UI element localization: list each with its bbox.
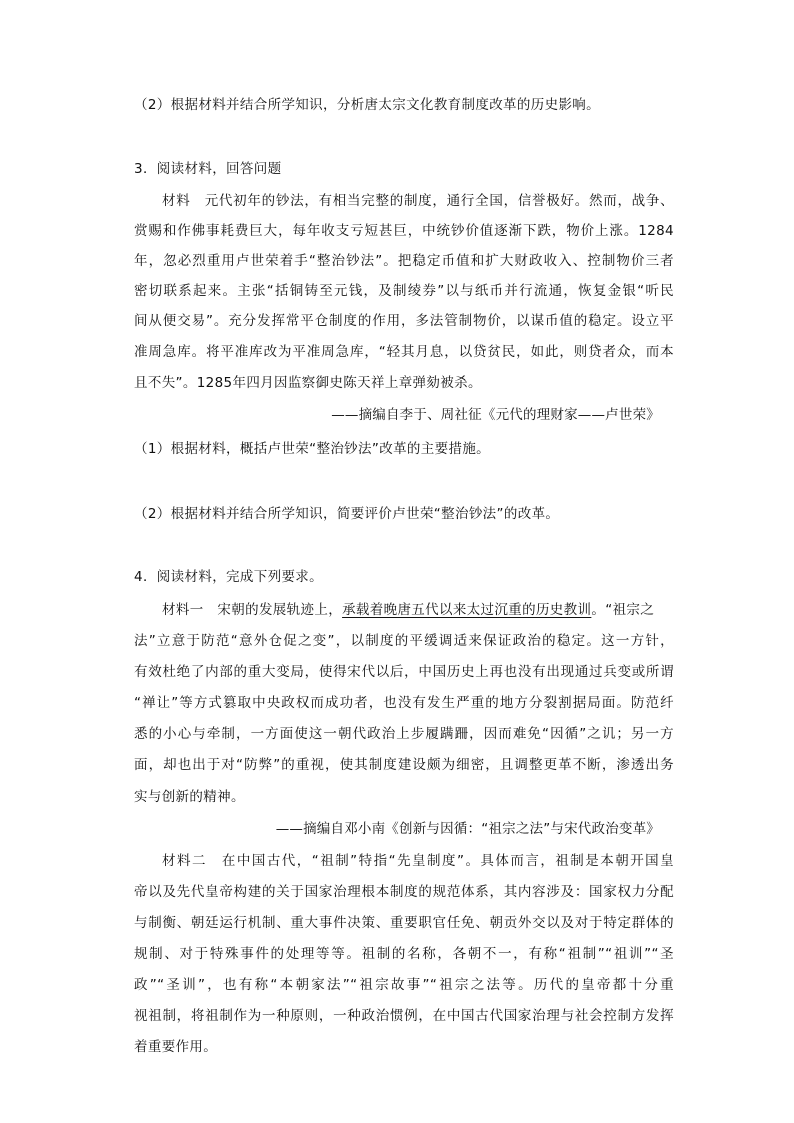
q3-subquestion-1: （1）根据材料，概括卢世荣“整治钞法”改革的主要措施。 [134, 441, 491, 457]
q4-material1-source: ——摘编自邓小南《创新与因循：“祖宗之法”与宋代政治变革》 [275, 821, 660, 837]
q4-material2-line: 帝以及先代皇帝构建的关于国家治理根本制度的规范体系，其内容涉及：国家权力分配 [134, 884, 674, 900]
q3-material-line: 准周急库。将平准库改为平准周急库，“轻其月息，以贷贫民，如此，则贷者众，而本 [134, 344, 674, 360]
q3-material-line: 材料 元代初年的钞法，有相当完整的制度，通行全国，信誉极好。然而，战争、 [162, 193, 674, 209]
q3-subquestion-2: （2）根据材料并结合所学知识，简要评价卢世荣“整治钞法”的改革。 [134, 506, 560, 522]
q4-material2-line: 政”“圣训”，也有称“本朝家法”“祖宗故事”“祖宗之法等。历代的皇帝都十分重 [134, 977, 674, 993]
q3-material-line: 密切联系起来。主张“括铜铸至元钱，及制绫券”以与纸币并行流通，恢复金银“听民 [134, 283, 674, 299]
question-3-heading: 3．阅读材料，回答问题 [134, 161, 282, 177]
q4-material1-line: “禅让”等方式篡取中央政权而成功者，也没有发生严重的地方分裂割据局面。防范纤 [134, 695, 674, 711]
q3-material-line: 且不失”。1285年四月因监察御史陈天祥上章弹劾被杀。 [134, 375, 482, 391]
q4-material2-line: 材料二 在中国古代，“祖制”特指“先皇制度”。具体而言，祖制是本朝开国皇 [162, 853, 674, 869]
q4-material2-line: 视祖制，将祖制作为一种原则，一种政治惯例，在中国古代国家治理与社会控制方发挥 [134, 1008, 674, 1024]
question-4-heading: 4．阅读材料，完成下列要求。 [134, 569, 323, 585]
q3-material-line: 间从便交易”。充分发挥常平仓制度的作用，多法管制物价，以谋币值的稳定。设立平 [134, 313, 674, 329]
q4-material2-line: 规制、对于特殊事件的处理等等。祖制的名称，各朝不一，有称“祖制”“祖训”“圣 [134, 946, 674, 962]
q4-material1-lead: 材料一 宋朝的发展轨迹上， [162, 602, 343, 618]
q4-material1-tail: 。“祖宗之 [591, 602, 655, 618]
q4-material2-line: 着重要作用。 [134, 1039, 218, 1055]
q3-material-line: 年，忽必烈重用卢世荣着手“整治钞法”。把稳定币值和扩大财政收入、控制物价三者 [134, 253, 674, 269]
q4-material1-line: 法”立意于防范“意外仓促之变”，以制度的平缓调适来保证政治的稳定。这一方针， [134, 633, 674, 649]
q3-source-citation: ——摘编自李于、周社征《元代的理财家——卢世荣》 [331, 407, 660, 423]
q4-material1-line: 悉的小心与牵制，一方面使这一朝代政治上步履蹒跚，因而难免“因循”之讥；另一方 [134, 726, 674, 742]
q4-material2-line: 与制衡、朝廷运行机制、重大事件决策、重要职官任免、朝贡外交以及对于特定群体的 [134, 915, 674, 931]
q3-material-line: 赏赐和作佛事耗费巨大，每年收支亏短甚巨，中统钞价值逐渐下跌，物价上涨。1284 [134, 223, 674, 239]
question-2-prev: （2）根据材料并结合所学知识，分析唐太宗文化教育制度改革的历史影响。 [134, 97, 600, 113]
q4-material1-line: 有效杜绝了内部的重大变局，使得宋代以后，中国历史上再也没有出现通过兵变或所谓 [134, 664, 674, 680]
q4-material1-underlined: 承载着晚唐五代以来太过沉重的历史教训 [342, 602, 592, 618]
q4-material1-line [162, 601, 674, 619]
q4-material1-line: 实与创新的精神。 [134, 789, 245, 805]
q4-material1-line: 面，却也出于对“防弊”的重视，使其制度建设颇为细密，且调整更革不断，渗透出务 [134, 757, 674, 773]
